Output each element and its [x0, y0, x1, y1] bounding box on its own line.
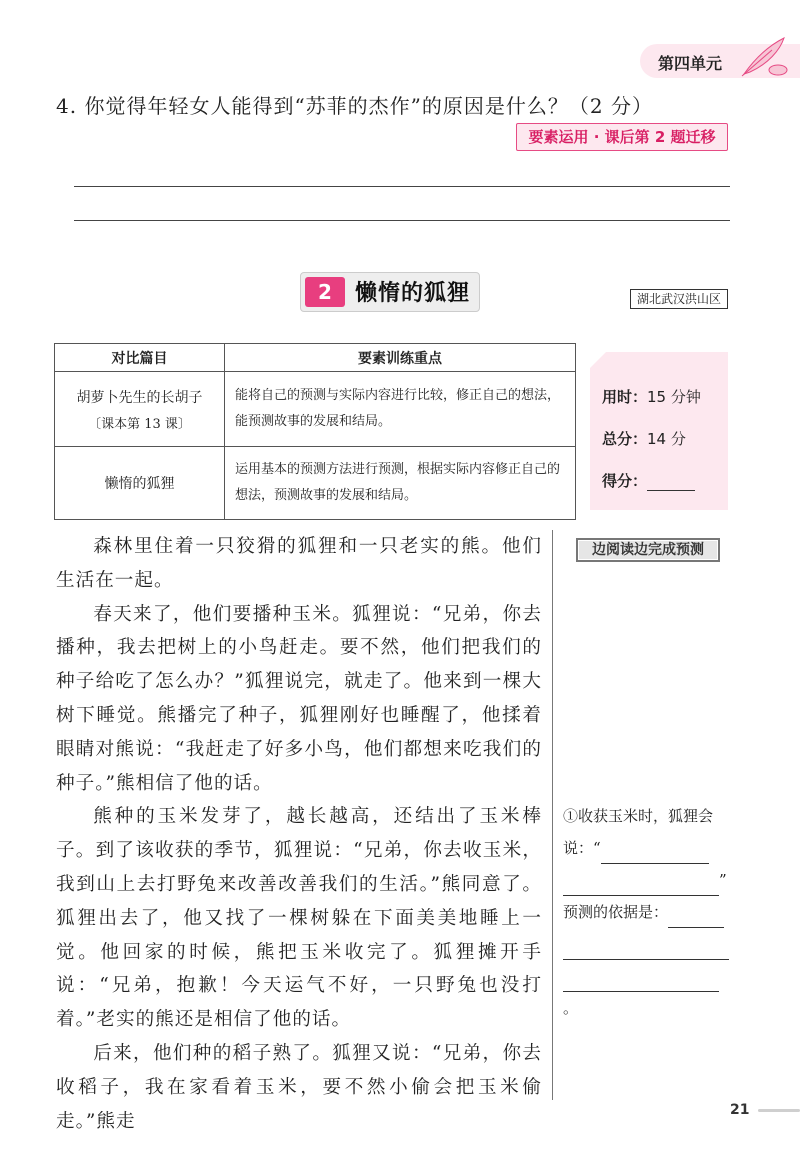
time-label: 用时：: [602, 388, 648, 406]
question-4: 4. 你觉得年轻女人能得到“苏菲的杰作”的原因是什么？（2 分）: [56, 94, 653, 118]
unit-tab: [640, 44, 800, 78]
comparison-table: [54, 343, 576, 520]
score-blank[interactable]: [647, 477, 695, 491]
paragraph: 春天来了，他们要播种玉米。狐狸说：“兄弟，你去播种，我去把树上的小鸟赶走。要不然，他们把我们的种子给吃了怎么办？”狐狸说完，就走了。他来到一棵大树下睡觉。熊播完了种子，狐狸刚好也睡醒了，他揉着眼睛对熊说：“我赶走了好多小鸟，他们都想来吃我们的种子。”熊相信了他的话。: [56, 603, 542, 794]
basis-line-3: [563, 960, 733, 1024]
unit-label: 第四单元: [658, 54, 723, 73]
lesson-ref: 〔课本第 13 课〕: [88, 416, 191, 432]
basis-blank[interactable]: [563, 942, 729, 960]
table-row: [55, 372, 576, 447]
basis-line-2: [563, 928, 733, 960]
table-cell-desc: 能将自己的预测与实际内容进行比较，修正自己的想法，能预测故事的发展和结局。: [225, 372, 576, 447]
basis-label: 预测的依据是：: [563, 903, 669, 921]
prediction-question: [563, 800, 733, 1024]
total-value: 14 分: [647, 430, 686, 448]
column-divider: [552, 530, 553, 1100]
q1-blank[interactable]: [563, 878, 719, 896]
table-header: 要素训练重点: [225, 344, 576, 372]
page-decoration: [758, 1109, 800, 1112]
section-title-badge: [300, 272, 480, 312]
basis-blank[interactable]: [563, 974, 719, 992]
feather-pen-icon: [732, 34, 792, 78]
end-mark: 。: [563, 999, 579, 1017]
total-row: [602, 428, 686, 449]
answer-line[interactable]: [74, 220, 730, 221]
page-number: 21: [730, 1102, 750, 1118]
section-title: 懒惰的狐狸: [355, 281, 471, 306]
paragraph: 熊种的玉米发芽了，越长越高，还结出了玉米棒子。到了该收获的季节，狐狸说：“兄弟，你去收玉米，我到山上去打野兔来改善改善我们的生活。”熊同意了。狐狸出去了，他又找了一棵树躲在下面美美地睡上一觉。他回家的时候，熊把玉米收完了。狐狸摊开手说：“兄弟，抱歉！今天运气不好，一只野兔也没打着。”老实的熊还是相信了他的话。: [56, 806, 542, 1031]
total-label: 总分：: [602, 430, 648, 448]
score-note: [590, 352, 728, 510]
time-row: [602, 386, 701, 407]
q1-close: ”: [719, 871, 727, 889]
table-cell-desc: 运用基本的预测方法进行预测，根据实际内容修正自己的想法，预测故事的发展和结局。: [225, 447, 576, 520]
table-header: 对比篇目: [55, 344, 225, 372]
basis-blank[interactable]: [668, 910, 724, 928]
q1-blank[interactable]: [601, 846, 709, 864]
table-row: [55, 447, 576, 520]
basis-line: [563, 896, 733, 928]
lesson-title: 懒惰的狐狸: [104, 476, 175, 492]
table-cell-name: [55, 372, 225, 447]
section-number: 2: [305, 277, 345, 307]
time-value: 15 分钟: [647, 388, 701, 406]
score-label: 得分：: [602, 472, 648, 490]
region-label: 湖北武汉洪山区: [630, 289, 728, 309]
side-panel-heading: 边阅读边完成预测: [576, 538, 720, 562]
answer-line[interactable]: [74, 186, 730, 187]
reading-passage: [56, 530, 542, 1138]
q1-line-1: [563, 800, 733, 864]
lesson-title: 胡萝卜先生的长胡子: [76, 389, 203, 406]
note-corner: [590, 352, 606, 368]
q1-line-2: [563, 864, 733, 896]
skill-tag: 要素运用 · 课后第 2 题迁移: [516, 123, 728, 151]
paragraph: 后来，他们种的稻子熟了。狐狸又说：“兄弟，你去收稻子，我在家看着玉米，要不然小偷会把玉米偷走。”熊走: [56, 1042, 542, 1132]
q1-prefix: ①收获玉米时，狐狸会说：“: [563, 807, 714, 857]
paragraph: 森林里住着一只狡猾的狐狸和一只老实的熊。他们生活在一起。: [56, 536, 542, 591]
score-row: [602, 470, 695, 491]
table-cell-name: [55, 447, 225, 520]
